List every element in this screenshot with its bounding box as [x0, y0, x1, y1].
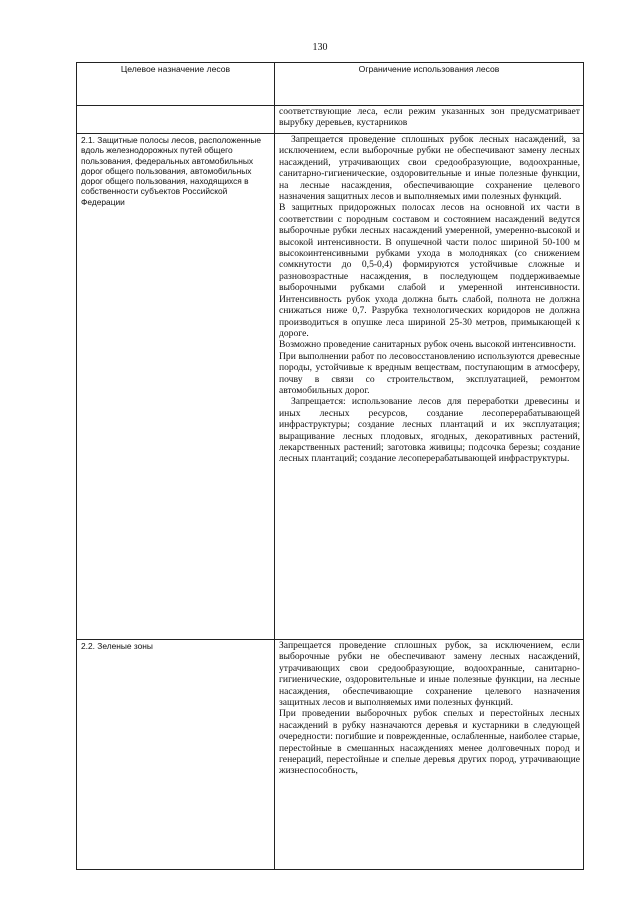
restriction-paragraph: В защитных придорожных полосах лесов на основной их части в соответствии с породным составом и состоянием насаждений ведутся выборочные рубки лесных насаждений умеренной, умеренно-высокой и высокой интенсивности. В опушечной части полос шириной 50-100 м высокоинтенсивными рубками ухода в молодняках (со снижением сомкнутости до 0,5-0,4) формируются устойчивые сложные и разновозрастные насаждения, в последующем поддерживаемые выборочными рубками слабой и умеренной интенсивности. Интенсивность рубок ухода должна быть слабой, полнота не должна снижаться ниже 0,7. Разрубка технологических коридоров не должна производиться в опушке леса шириной 25-30 метров, примыкающей к дороге.	[279, 202, 580, 339]
restriction-cell	[275, 640, 584, 870]
restriction-paragraph: При выполнении работ по лесовосстановлению используются древесные породы, устойчивые к вредным веществам, поступающим в атмосферу, почву в связи со строительством, эксплуатацией, ремонтом автомобильных дорог.	[279, 350, 580, 396]
restriction-paragraph: Запрещается проведение сплошных рубок лесных насаждений, за исключением, если выборочные рубки не обеспечивают замену лесных насаждений, утрачивающих свои средообразующие, водоохранные, санитарно-гигиенические, оздоровительные и иные полезные функции, на лесные насаждения, обеспечивающие сохранение целевого назначения защитных лесов и выполняемых ими полезных функций.	[279, 134, 580, 203]
restriction-paragraph: Возможно проведение санитарных рубок очень высокой интенсивности.	[279, 339, 576, 351]
restriction-cell	[275, 134, 584, 640]
restriction-paragraph: При проведении выборочных рубок спелых и перестойных лесных насаждений в рубку назначаются деревья и кустарники в следующей очередности: погибшие и поврежденные, ослабленные, наиболее старые, перестойные в смешанных насаждениях менее долговечных пород и генераций, перестойные и спелые деревья других пород, утрачивающие жизнеспособность,	[279, 708, 580, 777]
table-row	[77, 106, 584, 134]
restriction-paragraph: Запрещается: использование лесов для переработки древесины и иных лесных ресурсов, создание лесоперерабатывающей инфраструктуры; создание лесных плантаций и их эксплуатация; выращивание лесных плодовых, ягодных, декоративных растений, лекарственных растений; заготовка живицы; подсочка березы; создание лесных плантаций; создание лесоперерабатывающей инфраструктуры.	[279, 396, 580, 465]
page-number: 130	[312, 42, 328, 53]
restriction-paragraph: Запрещается проведение сплошных рубок, за исключением, если выборочные рубки не обеспечивают замену лесных насаждений, утрачивающих свои средообразующие, водоохранные, санитарно-гигиенические, оздоровительные и иные полезные функции, на лесные насаждения, обеспечивающие сохранение целевого назначения защитных лесов и выполняемых ими полезных функций.	[279, 640, 580, 709]
table-row	[77, 134, 584, 640]
header-forest-purpose: Целевое назначение лесов	[77, 63, 275, 106]
table-header-row	[77, 63, 584, 106]
purpose-cell	[77, 106, 275, 134]
restriction-cell	[275, 106, 584, 134]
restriction-paragraph: соответствующие леса, если режим указанных зон предусматривает вырубку деревьев, кустарников	[279, 106, 580, 129]
purpose-cell: 2.2. Зеленые зоны	[77, 640, 275, 870]
forest-restrictions-table	[76, 62, 584, 870]
purpose-cell: 2.1. Защитные полосы лесов, расположенные вдоль железнодорожных путей общего пользования, федеральных автомобильных дорог общего пользования, автомобильных дорог общего пользования, находящихся в собственности субъектов Российской Федерации	[77, 134, 275, 640]
header-usage-restriction: Ограничение использования лесов	[275, 63, 584, 106]
table-row	[77, 640, 584, 870]
